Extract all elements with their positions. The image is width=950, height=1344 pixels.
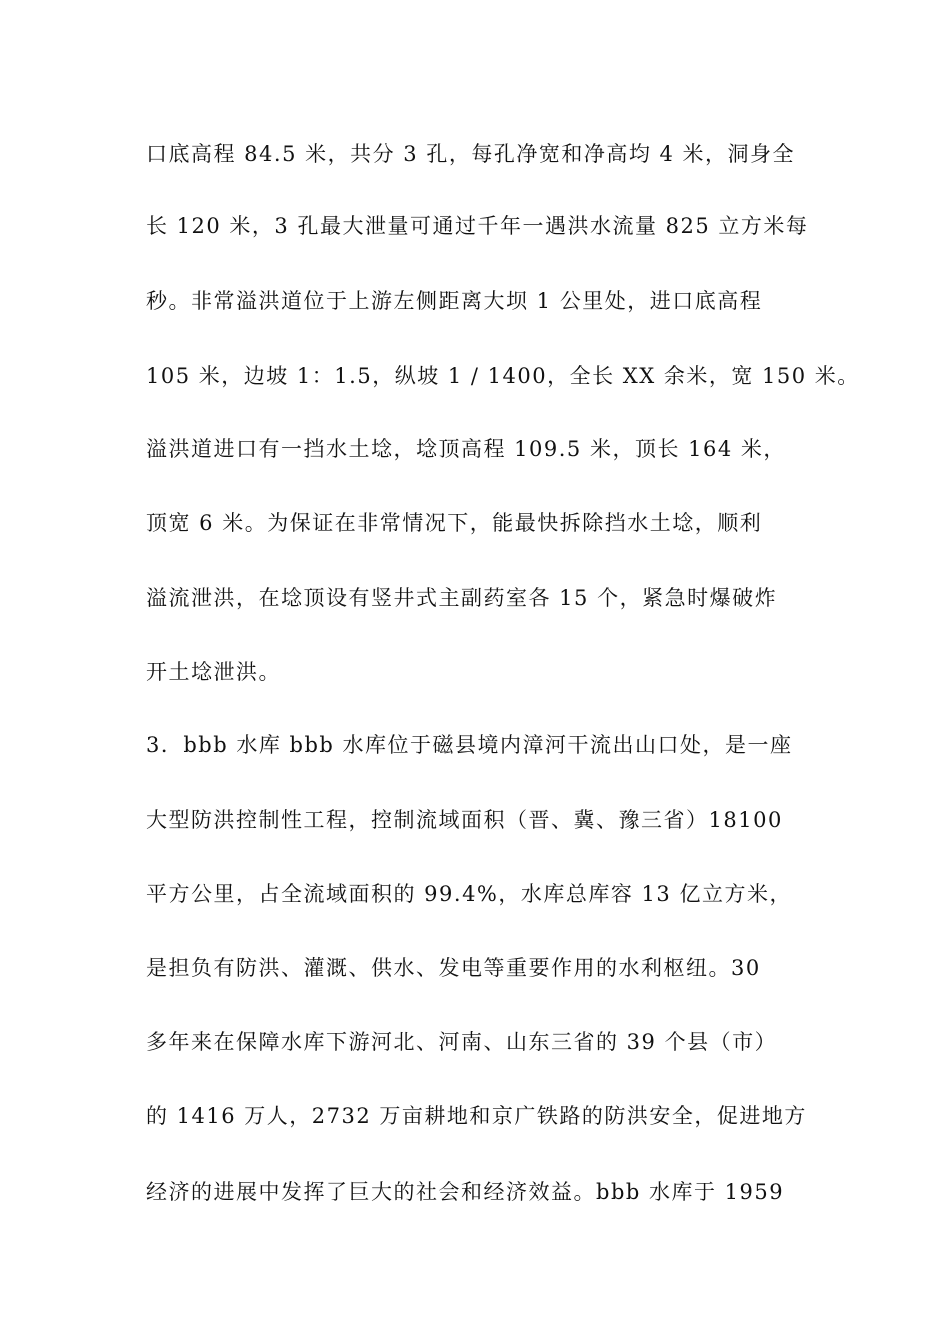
paragraph-line: 平方公里，占全流域面积的 99.4%，水库总库容 13 亿立方米， — [146, 882, 792, 906]
paragraph-line: 溢洪道进口有一挡水土埝，埝顶高程 109.5 米，顶长 164 米， — [146, 437, 786, 461]
paragraph-line: 是担负有防洪、灌溉、供水、发电等重要作用的水利枢纽。30 — [146, 956, 761, 980]
paragraph-line: 多年来在保障水库下游河北、河南、山东三省的 39 个县（市） — [146, 1030, 778, 1054]
paragraph-line: 溢流泄洪，在埝顶设有竖井式主副药室各 15 个，紧急时爆破炸 — [146, 586, 778, 610]
paragraph-line: 秒。非常溢洪道位于上游左侧距离大坝 1 公里处，进口底高程 — [146, 289, 763, 313]
paragraph-line: 大型防洪控制性工程，控制流域面积（晋、冀、豫三省）18100 — [146, 808, 783, 832]
section-heading-line: 3．bbb 水库 bbb 水库位于磁县境内漳河干流出山口处，是一座 — [146, 733, 793, 757]
paragraph-line: 的 1416 万人，2732 万亩耕地和京广铁路的防洪安全，促进地方 — [146, 1104, 807, 1128]
paragraph-line: 开土埝泄洪。 — [146, 660, 281, 684]
paragraph-line: 口底高程 84.5 米，共分 3 孔，每孔净宽和净高均 4 米，洞身全 — [146, 142, 796, 166]
paragraph-line: 顶宽 6 米。为保证在非常情况下，能最快拆除挡水土埝，顺利 — [146, 511, 763, 535]
paragraph-line: 105 米，边坡 1：1.5，纵坡 1 / 1400，全长 XX 余米，宽 150 米。 — [146, 364, 860, 388]
paragraph-line: 长 120 米，3 孔最大泄量可通过千年一遇洪水流量 825 立方米每 — [146, 214, 809, 238]
paragraph-line: 经济的进展中发挥了巨大的社会和经济效益。bbb 水库于 1959 — [146, 1180, 785, 1204]
